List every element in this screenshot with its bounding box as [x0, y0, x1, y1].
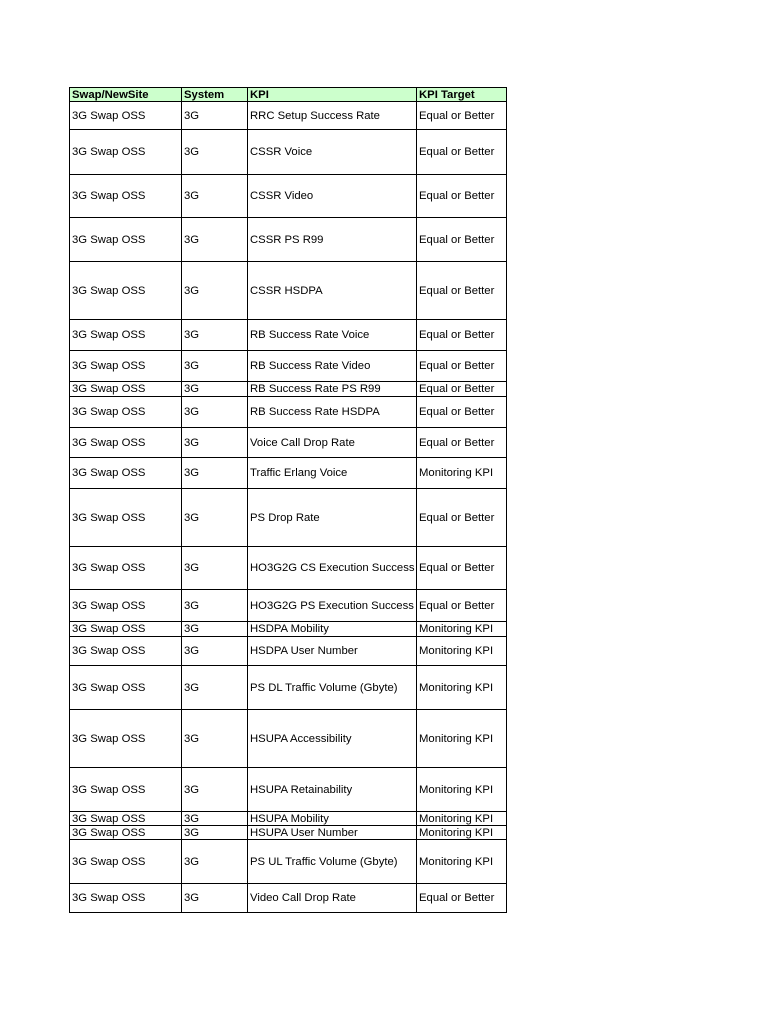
cell-kpi-text: Video Call Drop Rate	[250, 892, 356, 904]
cell-kpi-target	[417, 102, 507, 130]
cell-kpi-text: HSUPA Retainability	[250, 783, 353, 796]
cell-site-text: 3G Swap OSS	[72, 783, 146, 796]
table-row	[70, 102, 507, 130]
cell-system	[182, 590, 248, 622]
cell-site	[70, 768, 182, 812]
cell-kpi	[248, 320, 417, 351]
cell-site	[70, 547, 182, 590]
cell-kpi-target	[417, 547, 507, 590]
cell-kpi-target-text: Equal or Better	[419, 233, 495, 246]
table-row	[70, 547, 507, 590]
cell-site	[70, 840, 182, 884]
cell-system-text: 3G	[184, 623, 200, 635]
cell-site-text: 3G Swap OSS	[72, 681, 146, 694]
cell-kpi-target	[417, 218, 507, 262]
cell-site	[70, 130, 182, 175]
cell-kpi	[248, 637, 417, 666]
cell-kpi	[248, 884, 417, 913]
table-body	[70, 102, 507, 913]
cell-kpi-target	[417, 812, 507, 826]
cell-site-text: 3G Swap OSS	[72, 360, 146, 372]
cell-system-text: 3G	[184, 562, 200, 574]
cell-site-text: 3G Swap OSS	[72, 562, 146, 574]
cell-system-text: 3G	[184, 383, 200, 395]
cell-kpi	[248, 812, 417, 826]
cell-system	[182, 710, 248, 768]
cell-kpi-target-text: Equal or Better	[419, 436, 495, 449]
cell-system	[182, 218, 248, 262]
cell-system-text: 3G	[184, 109, 200, 122]
cell-system	[182, 175, 248, 218]
cell-system-text: 3G	[184, 146, 200, 158]
table-row	[70, 884, 507, 913]
cell-system-text: 3G	[184, 599, 200, 612]
table-row	[70, 637, 507, 666]
cell-kpi	[248, 175, 417, 218]
cell-kpi-target-text: Monitoring KPI	[419, 783, 494, 796]
cell-system	[182, 351, 248, 382]
cell-kpi-target-text: Equal or Better	[419, 146, 495, 158]
cell-kpi-target	[417, 262, 507, 320]
cell-kpi-text: PS Drop Rate	[250, 511, 320, 524]
cell-site-text: 3G Swap OSS	[72, 109, 146, 122]
cell-site-text: 3G Swap OSS	[72, 233, 146, 246]
cell-kpi	[248, 351, 417, 382]
cell-kpi-target-text: Equal or Better	[419, 406, 495, 418]
table-row	[70, 175, 507, 218]
header-system: System	[182, 88, 248, 102]
cell-system	[182, 812, 248, 826]
cell-system-text: 3G	[184, 812, 200, 825]
cell-site	[70, 489, 182, 547]
cell-kpi-text: HO3G2G PS Execution Success	[250, 599, 414, 612]
cell-kpi	[248, 130, 417, 175]
cell-site	[70, 262, 182, 320]
cell-system-text: 3G	[184, 329, 200, 341]
cell-kpi-text: CSSR Video	[250, 190, 314, 202]
cell-kpi-target	[417, 768, 507, 812]
cell-kpi-target-text: Equal or Better	[419, 284, 495, 297]
cell-system	[182, 826, 248, 840]
cell-site	[70, 428, 182, 458]
cell-site-text: 3G Swap OSS	[72, 467, 146, 479]
cell-system-text: 3G	[184, 360, 200, 372]
cell-kpi-target	[417, 637, 507, 666]
table-row	[70, 351, 507, 382]
cell-kpi-text: HSDPA Mobility	[250, 623, 329, 635]
cell-system-text: 3G	[184, 732, 200, 745]
cell-system-text: 3G	[184, 511, 200, 524]
cell-kpi	[248, 622, 417, 637]
table-row	[70, 768, 507, 812]
cell-kpi-target-text: Equal or Better	[419, 109, 495, 122]
cell-kpi-text: CSSR Voice	[250, 146, 313, 158]
cell-system-text: 3G	[184, 436, 200, 449]
cell-site-text: 3G Swap OSS	[72, 855, 146, 868]
cell-site	[70, 710, 182, 768]
cell-kpi-text: RB Success Rate Video	[250, 360, 371, 372]
cell-site	[70, 102, 182, 130]
cell-kpi	[248, 590, 417, 622]
cell-site	[70, 320, 182, 351]
cell-kpi-target	[417, 382, 507, 397]
cell-system	[182, 458, 248, 489]
cell-kpi-text: HSUPA Accessibility	[250, 732, 352, 745]
cell-kpi-target-text: Monitoring KPI	[419, 467, 494, 479]
cell-kpi-target	[417, 710, 507, 768]
cell-kpi-text: RB Success Rate HSDPA	[250, 406, 380, 418]
cell-system-text: 3G	[184, 855, 200, 868]
cell-kpi-text: HSUPA User Number	[250, 826, 358, 839]
cell-kpi-target-text: Monitoring KPI	[419, 732, 494, 745]
table-row	[70, 130, 507, 175]
header-site: Swap/NewSite	[70, 88, 182, 102]
cell-kpi-target-text: Equal or Better	[419, 329, 495, 341]
cell-kpi-target	[417, 840, 507, 884]
cell-site-text: 3G Swap OSS	[72, 329, 146, 341]
cell-site-text: 3G Swap OSS	[72, 190, 146, 202]
cell-system	[182, 666, 248, 710]
cell-site-text: 3G Swap OSS	[72, 284, 146, 297]
table-row	[70, 489, 507, 547]
cell-system	[182, 262, 248, 320]
cell-kpi-target	[417, 320, 507, 351]
table-row	[70, 397, 507, 428]
cell-system-text: 3G	[184, 406, 200, 418]
table-row	[70, 840, 507, 884]
cell-system	[182, 547, 248, 590]
cell-kpi-target	[417, 175, 507, 218]
cell-kpi-target-text: Equal or Better	[419, 360, 495, 372]
cell-system	[182, 130, 248, 175]
cell-kpi-target-text: Equal or Better	[419, 190, 495, 202]
cell-kpi-target	[417, 826, 507, 840]
cell-system-text: 3G	[184, 190, 200, 202]
cell-kpi	[248, 547, 417, 590]
cell-kpi-target	[417, 884, 507, 913]
cell-system	[182, 622, 248, 637]
cell-kpi	[248, 102, 417, 130]
cell-kpi	[248, 382, 417, 397]
cell-system-text: 3G	[184, 826, 200, 839]
cell-kpi	[248, 840, 417, 884]
cell-kpi-target-text: Equal or Better	[419, 562, 495, 574]
cell-kpi-target-text: Monitoring KPI	[419, 826, 494, 839]
cell-kpi-text: RRC Setup Success Rate	[250, 109, 380, 122]
table-row	[70, 382, 507, 397]
table-row	[70, 622, 507, 637]
cell-kpi-target-text: Equal or Better	[419, 383, 495, 395]
cell-kpi-target-text: Monitoring KPI	[419, 855, 494, 868]
kpi-table	[69, 87, 507, 913]
table-row	[70, 812, 507, 826]
cell-kpi-text: PS DL Traffic Volume (Gbyte)	[250, 681, 398, 694]
cell-kpi-text: Traffic Erlang Voice	[250, 467, 348, 479]
cell-kpi-text: PS UL Traffic Volume (Gbyte)	[250, 855, 398, 868]
cell-system-text: 3G	[184, 892, 200, 904]
header-kpi-target: KPI Target	[417, 88, 507, 102]
header-row	[70, 88, 507, 102]
cell-site-text: 3G Swap OSS	[72, 645, 146, 657]
cell-site	[70, 826, 182, 840]
cell-kpi-text: RB Success Rate PS R99	[250, 383, 381, 395]
cell-site	[70, 458, 182, 489]
cell-site	[70, 382, 182, 397]
cell-kpi-text: HO3G2G CS Execution Success	[250, 562, 415, 574]
cell-site	[70, 666, 182, 710]
table-row	[70, 320, 507, 351]
cell-kpi-text: RB Success Rate Voice	[250, 329, 370, 341]
table-row	[70, 826, 507, 840]
cell-kpi-target	[417, 489, 507, 547]
cell-kpi	[248, 666, 417, 710]
cell-system-text: 3G	[184, 681, 200, 694]
cell-site	[70, 590, 182, 622]
cell-system	[182, 428, 248, 458]
cell-kpi-text: Voice Call Drop Rate	[250, 436, 355, 449]
table-row	[70, 428, 507, 458]
cell-site-text: 3G Swap OSS	[72, 406, 146, 418]
cell-kpi	[248, 428, 417, 458]
table-row	[70, 666, 507, 710]
cell-kpi-target	[417, 130, 507, 175]
cell-site	[70, 397, 182, 428]
cell-kpi-target-text: Monitoring KPI	[419, 645, 494, 657]
cell-system-text: 3G	[184, 284, 200, 297]
cell-kpi-target	[417, 666, 507, 710]
cell-system-text: 3G	[184, 645, 200, 657]
cell-system	[182, 768, 248, 812]
cell-kpi-target-text: Monitoring KPI	[419, 623, 494, 635]
cell-site	[70, 812, 182, 826]
cell-kpi-text: HSUPA Mobility	[250, 812, 329, 825]
cell-site-text: 3G Swap OSS	[72, 826, 146, 839]
cell-system	[182, 320, 248, 351]
cell-system	[182, 397, 248, 428]
cell-kpi-target	[417, 428, 507, 458]
cell-kpi	[248, 397, 417, 428]
cell-kpi-text: CSSR HSDPA	[250, 284, 323, 297]
cell-site-text: 3G Swap OSS	[72, 436, 146, 449]
cell-kpi	[248, 262, 417, 320]
cell-kpi-target-text: Monitoring KPI	[419, 681, 494, 694]
cell-system-text: 3G	[184, 783, 200, 796]
cell-site	[70, 351, 182, 382]
cell-system	[182, 489, 248, 547]
cell-kpi-target-text: Equal or Better	[419, 511, 495, 524]
cell-kpi-target	[417, 590, 507, 622]
cell-kpi	[248, 826, 417, 840]
cell-kpi-target	[417, 351, 507, 382]
cell-system-text: 3G	[184, 233, 200, 246]
cell-site-text: 3G Swap OSS	[72, 732, 146, 745]
cell-site-text: 3G Swap OSS	[72, 146, 146, 158]
cell-kpi	[248, 710, 417, 768]
cell-site	[70, 175, 182, 218]
cell-kpi-target	[417, 458, 507, 489]
table-row	[70, 262, 507, 320]
cell-kpi-target	[417, 397, 507, 428]
cell-site	[70, 622, 182, 637]
cell-system	[182, 884, 248, 913]
cell-site-text: 3G Swap OSS	[72, 812, 146, 825]
cell-kpi-text: HSDPA User Number	[250, 645, 358, 657]
cell-site-text: 3G Swap OSS	[72, 383, 146, 395]
cell-kpi	[248, 768, 417, 812]
table-row	[70, 710, 507, 768]
table-row	[70, 590, 507, 622]
cell-system	[182, 840, 248, 884]
cell-kpi-target-text: Equal or Better	[419, 892, 495, 904]
cell-site-text: 3G Swap OSS	[72, 511, 146, 524]
cell-site	[70, 218, 182, 262]
cell-system-text: 3G	[184, 467, 200, 479]
table-row	[70, 218, 507, 262]
cell-kpi-target-text: Equal or Better	[419, 599, 495, 612]
cell-site-text: 3G Swap OSS	[72, 892, 146, 904]
cell-site	[70, 884, 182, 913]
table-row	[70, 458, 507, 489]
cell-system	[182, 637, 248, 666]
header-kpi: KPI	[248, 88, 417, 102]
cell-kpi-target	[417, 622, 507, 637]
cell-kpi	[248, 458, 417, 489]
cell-system	[182, 382, 248, 397]
cell-site	[70, 637, 182, 666]
cell-site-text: 3G Swap OSS	[72, 599, 146, 612]
cell-system	[182, 102, 248, 130]
cell-kpi	[248, 218, 417, 262]
cell-kpi-target-text: Monitoring KPI	[419, 812, 494, 825]
cell-kpi-text: CSSR PS R99	[250, 233, 324, 246]
cell-site-text: 3G Swap OSS	[72, 623, 146, 635]
cell-kpi	[248, 489, 417, 547]
